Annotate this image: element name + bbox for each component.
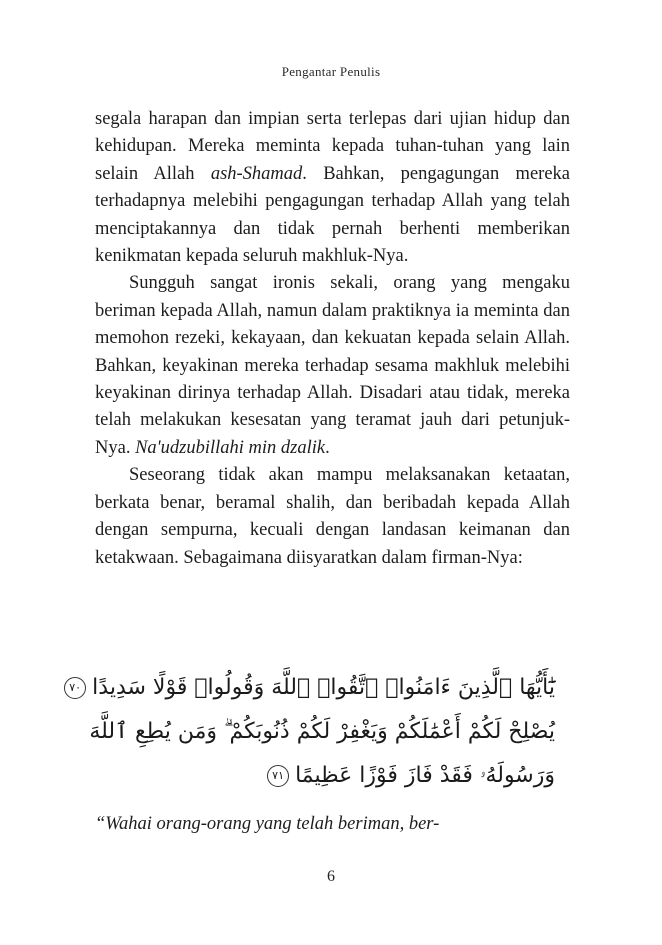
- paragraph-2-text-b: .: [325, 437, 330, 458]
- paragraph-2: [95, 270, 570, 462]
- verse-line-1: [69, 668, 555, 708]
- paragraph-3: Seseorang tidak akan mampu melaksanakan ketaatan, berkata benar, beramal shalih, dan beribadah kepada Allah dengan sempurna, kecuali dengan landasan keimanan dan ketakwaan. Sebagaimana diisyaratkan dalam firman-Nya:: [95, 465, 570, 568]
- verse-line-2: [89, 712, 555, 752]
- paragraph-2-italic: Na'udzubillahi min dzalik: [135, 437, 326, 458]
- verse-line-3: [110, 756, 555, 796]
- verse-line-2-text: يُصْلِحْ لَكُمْ أَعْمَٰلَكُمْ وَيَغْفِرْ لَكُمْ ذُنُوبَكُمْ ۗ وَمَن يُطِعِ ٱللَّهَ: [89, 719, 555, 744]
- ayah-number-71: ٧١: [267, 765, 289, 787]
- body-text: [95, 106, 570, 572]
- verse-line-1-text: يَٰٓأَيُّهَا ٱلَّذِينَ ءَامَنُوا۟ ٱتَّقُوا۟ ٱللَّهَ وَقُولُوا۟ قَوْلًا سَدِيدًا: [92, 675, 555, 700]
- verse-line-3-text: وَرَسُولَهُۥ فَقَدْ فَازَ فَوْزًا عَظِيمًا: [295, 763, 555, 788]
- ayah-number-70: ٧٠: [64, 677, 86, 699]
- paragraph-2-text-a: Sungguh sangat ironis sekali, orang yang mengaku beriman kepada Allah, namun dalam praktiknya ia meminta dan memohon rezeki, kekayaan, dan kekuatan kepada selain Allah. Bahkan, keyakinan mereka terhadap sesama makhluk melebihi keyakinan dirinya terhadap Allah. Disadari atau tidak, mereka telah melakukan kesesatan yang teramat jauh dari petunjuk-Nya.: [95, 273, 570, 458]
- verse-translation: “Wahai orang-orang yang telah beriman, ber-: [95, 814, 440, 834]
- paragraph-1-text-a: segala harapan dan impian serta terlepas dari ujian hidup dan kehidupan. Mereka meminta kepada tuhan-tuhan yang lain selain Allah: [95, 109, 570, 184]
- paragraph-1: [95, 106, 570, 270]
- paragraph-1-italic: ash-Shamad: [210, 163, 303, 184]
- page-number: 6: [327, 868, 335, 885]
- paragraph-1-text-b: . Bahkan, pengagungan mereka terhadapnya melebihi pengagungan terhadap Allah yang telah menciptakannya dan tidak pernah berhenti memberikan kenikmatan kepada seluruh makhluk-Nya.: [95, 163, 570, 267]
- running-header: Pengantar Penulis: [281, 64, 381, 79]
